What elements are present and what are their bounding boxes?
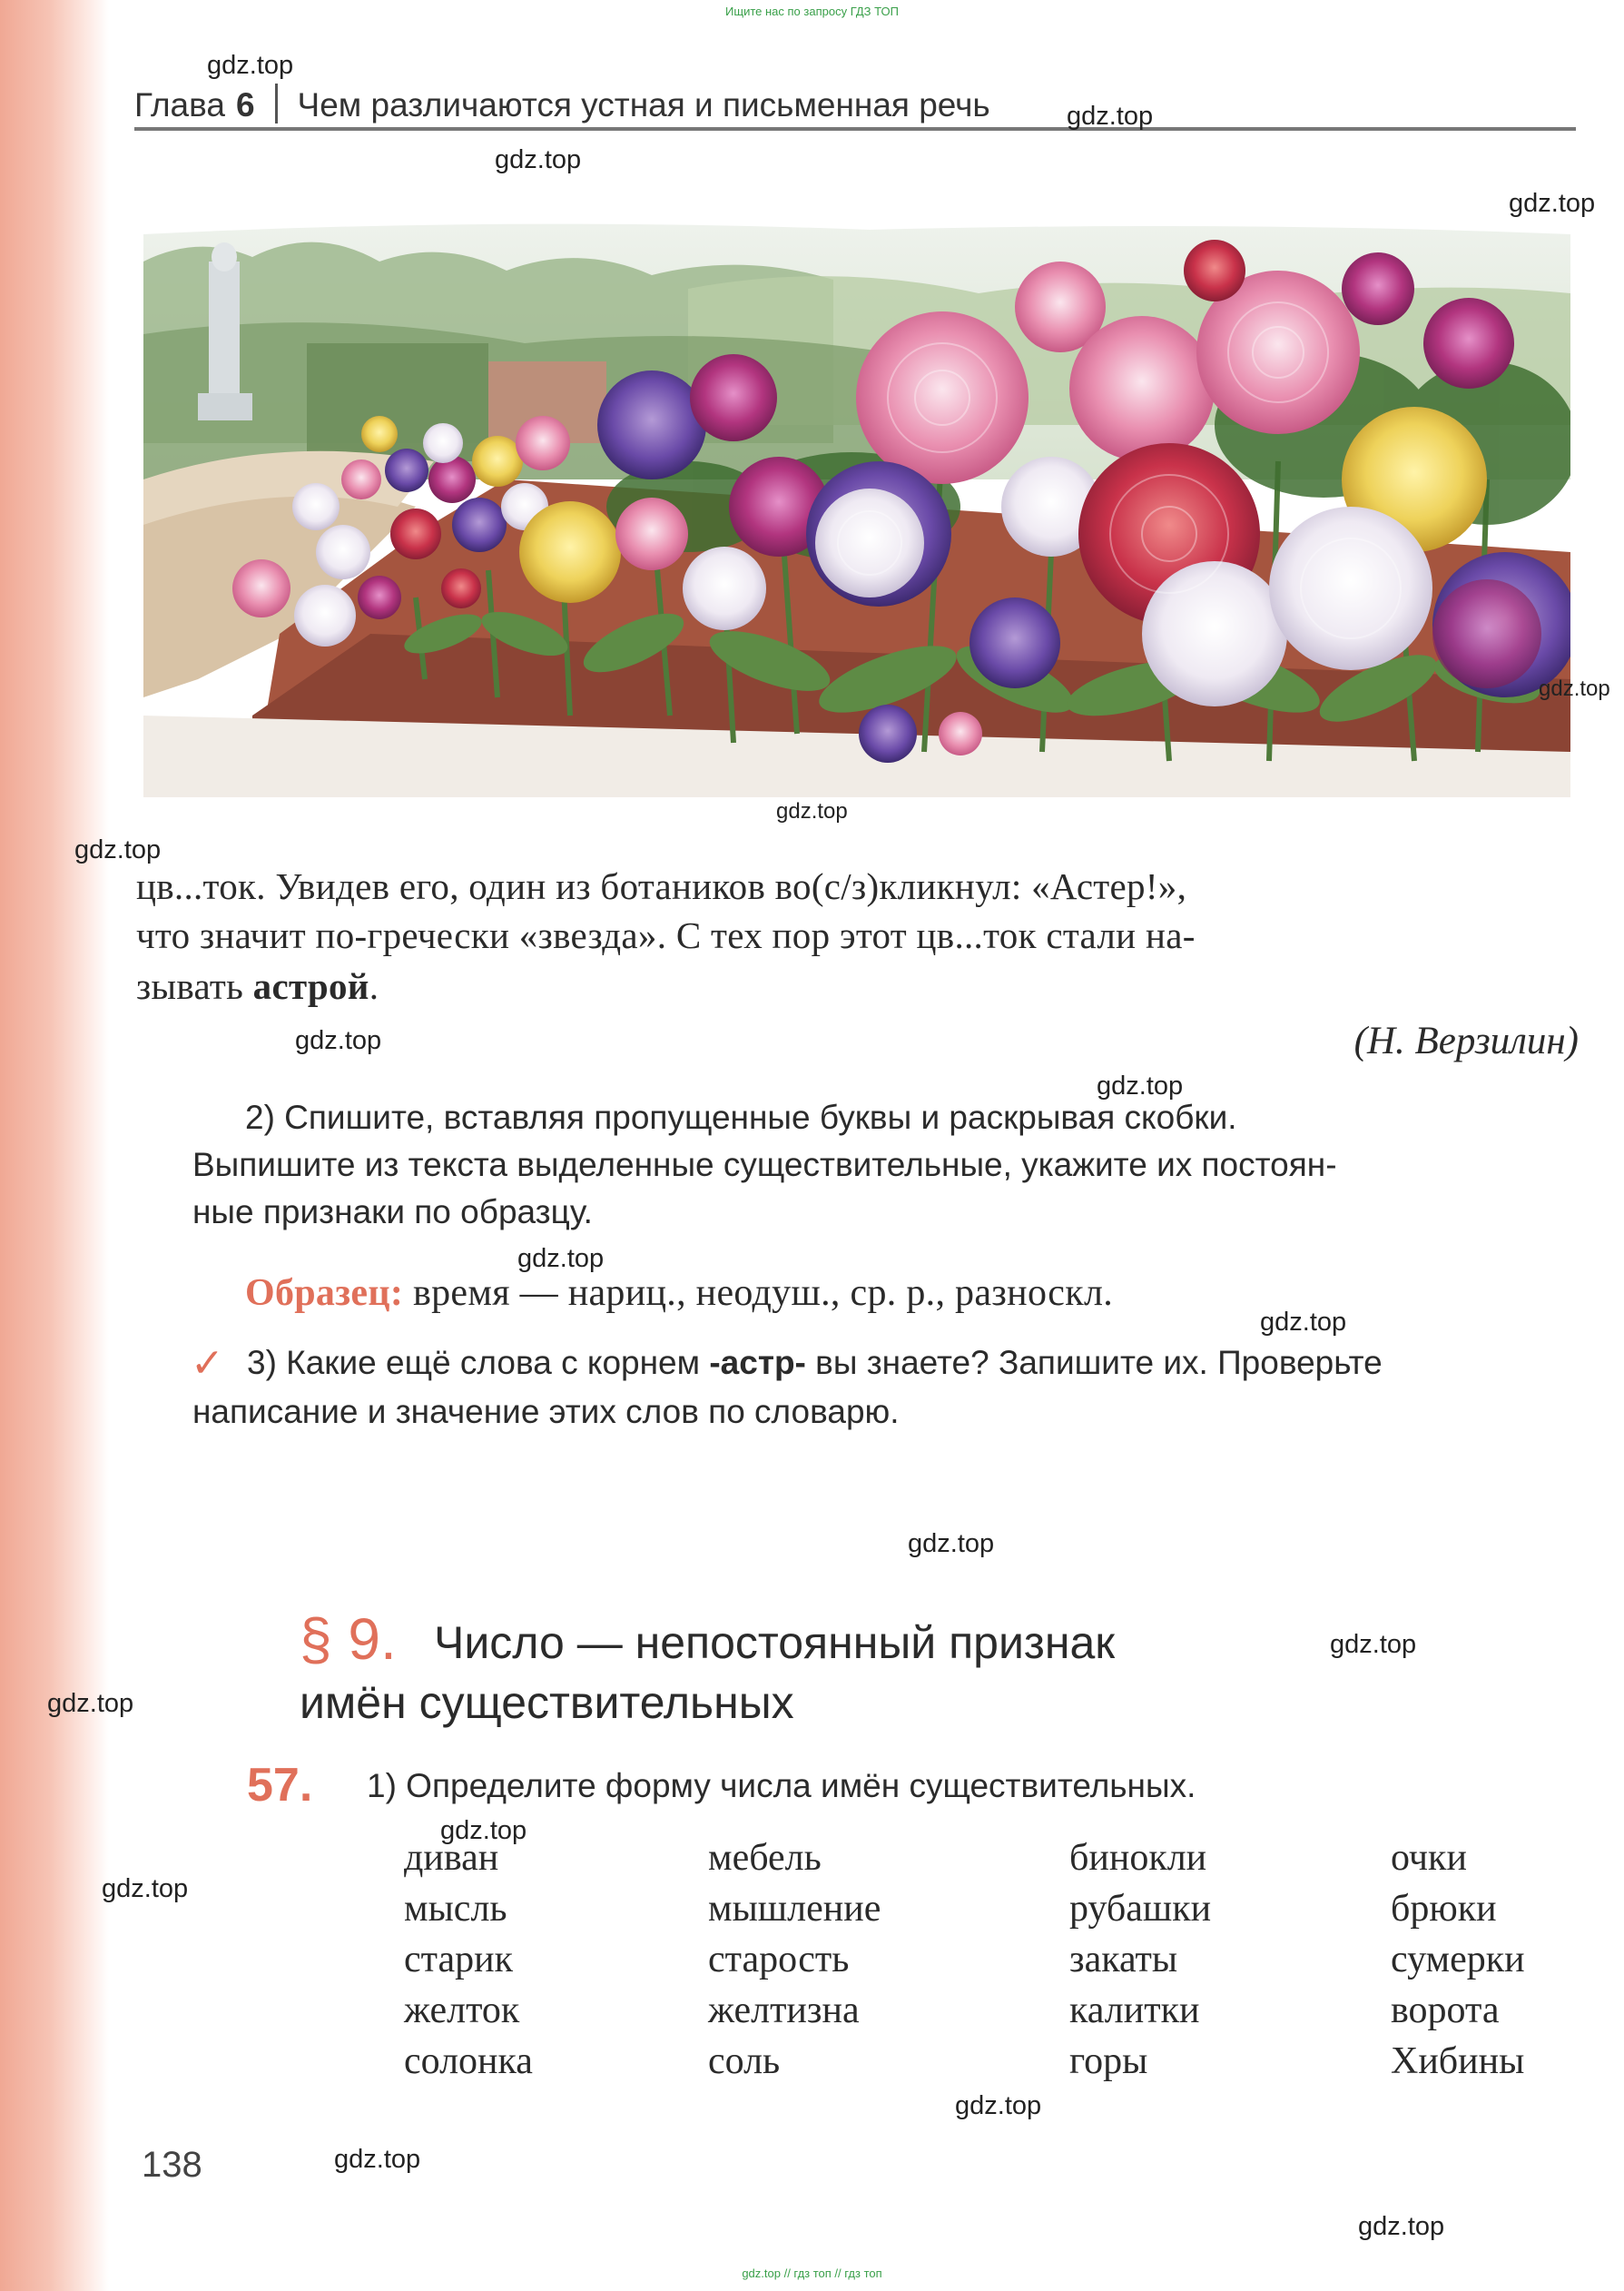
passage-line-3 — [136, 964, 379, 1008]
watermark: gdz.top — [295, 1026, 382, 1055]
word: Хибины — [1391, 2040, 1525, 2082]
watermark: gdz.top — [440, 1816, 527, 1845]
word: солонка — [404, 2040, 533, 2082]
passage-line-3-end: . — [369, 965, 379, 1007]
word: сумерки — [1391, 1939, 1525, 1980]
watermark: gdz.top — [1539, 676, 1610, 701]
section-title-line-1: Число — непостоянный признак — [434, 1617, 1116, 1668]
root-astr: -астр- — [709, 1344, 806, 1381]
word: бинокли — [1069, 1837, 1207, 1879]
header-rule — [134, 127, 1576, 131]
passage-author: (Н. Верзилин) — [1353, 1020, 1579, 1062]
task-3-text: 3) Какие ещё слова с корнем — [247, 1344, 710, 1381]
word: мышление — [708, 1888, 881, 1930]
chapter-number: 6 — [235, 86, 255, 123]
word: желтизна — [708, 1990, 860, 2031]
task-3-text-end: вы знаете? Запишите их. Проверьте — [805, 1344, 1383, 1381]
word-column-4 — [1391, 1836, 1525, 2090]
checkmark-icon: ✓ — [191, 1341, 224, 1386]
page-number: 138 — [142, 2145, 202, 2185]
top-note: Ищите нас по запросу ГДЗ ТОП — [725, 5, 899, 18]
chapter-header — [134, 84, 990, 124]
bottom-note: gdz.top // гдз топ // гдз топ — [742, 2266, 882, 2280]
word: закаты — [1069, 1939, 1178, 1980]
task-3-line-1 — [247, 1344, 1383, 1382]
word: диван — [404, 1837, 499, 1879]
watermark: gdz.top — [207, 51, 294, 80]
watermark: gdz.top — [1509, 189, 1596, 218]
word: очки — [1391, 1837, 1467, 1879]
word: горы — [1069, 2040, 1148, 2082]
watermark: gdz.top — [1097, 1071, 1184, 1101]
watermark: gdz.top — [1330, 1630, 1417, 1659]
task-3-line-2: написание и значение этих слов по словарю. — [192, 1393, 900, 1430]
watermark: gdz.top — [495, 145, 582, 174]
word: рубашки — [1069, 1888, 1212, 1930]
aster-flowerbed-illustration — [143, 207, 1570, 797]
word: брюки — [1391, 1888, 1497, 1930]
header-separator — [275, 84, 278, 123]
watermark: gdz.top — [74, 835, 162, 864]
watermark: gdz.top — [908, 1529, 995, 1558]
word-column-3 — [1069, 1836, 1211, 2090]
word-column-1 — [404, 1836, 533, 2090]
section-title-line-2: имён существительных — [300, 1677, 794, 1728]
flowerbed-picture — [143, 207, 1570, 797]
chapter-label: Глава — [134, 86, 225, 123]
left-margin-band — [0, 0, 109, 2291]
watermark: gdz.top — [517, 1244, 605, 1273]
word: мебель — [708, 1837, 822, 1879]
word: старость — [708, 1939, 850, 1980]
passage-line-1: цв...ток. Увидев его, один из ботаников во(с/з)кликнул: «Астер!», — [136, 865, 1187, 907]
watermark: gdz.top — [776, 799, 848, 824]
passage-line-2: что значит по-гречески «звезда». С тех пор этот цв...ток стали на- — [136, 914, 1196, 956]
word: мысль — [404, 1888, 507, 1930]
word: ворота — [1391, 1990, 1500, 2031]
exercise-instruction: 1) Определите форму числа имён существительных. — [367, 1767, 1196, 1804]
chapter-title: Чем различаются устная и письменная речь — [297, 86, 990, 123]
task-2-line-1: 2) Спишите, вставляя пропущенные буквы и раскрывая скобки. — [245, 1099, 1237, 1136]
watermark: gdz.top — [334, 2145, 421, 2174]
word: желток — [404, 1990, 520, 2031]
task-2-line-2: Выпишите из текста выделенные существительные, укажите их постоян- — [192, 1146, 1337, 1183]
watermark: gdz.top — [1067, 102, 1154, 131]
word: калитки — [1069, 1990, 1200, 2031]
watermark: gdz.top — [102, 1874, 189, 1903]
highlighted-noun-astra: астрой — [252, 965, 369, 1007]
word: старик — [404, 1939, 514, 1980]
word: соль — [708, 2040, 781, 2082]
sample-text: время — нариц., неодуш., ср. р., разноскл. — [403, 1272, 1114, 1314]
task-2-line-3: ные признаки по образцу. — [192, 1193, 593, 1230]
watermark: gdz.top — [47, 1689, 134, 1718]
sample-line — [245, 1271, 1113, 1315]
section-number: § 9. — [300, 1606, 397, 1672]
exercise-number: 57. — [247, 1759, 313, 1812]
watermark: gdz.top — [1358, 2212, 1445, 2241]
passage-line-3-text: зывать — [136, 965, 253, 1007]
sample-label: Образец: — [245, 1272, 404, 1314]
watermark: gdz.top — [1260, 1308, 1347, 1337]
word-column-2 — [708, 1836, 881, 2090]
watermark: gdz.top — [955, 2091, 1042, 2120]
